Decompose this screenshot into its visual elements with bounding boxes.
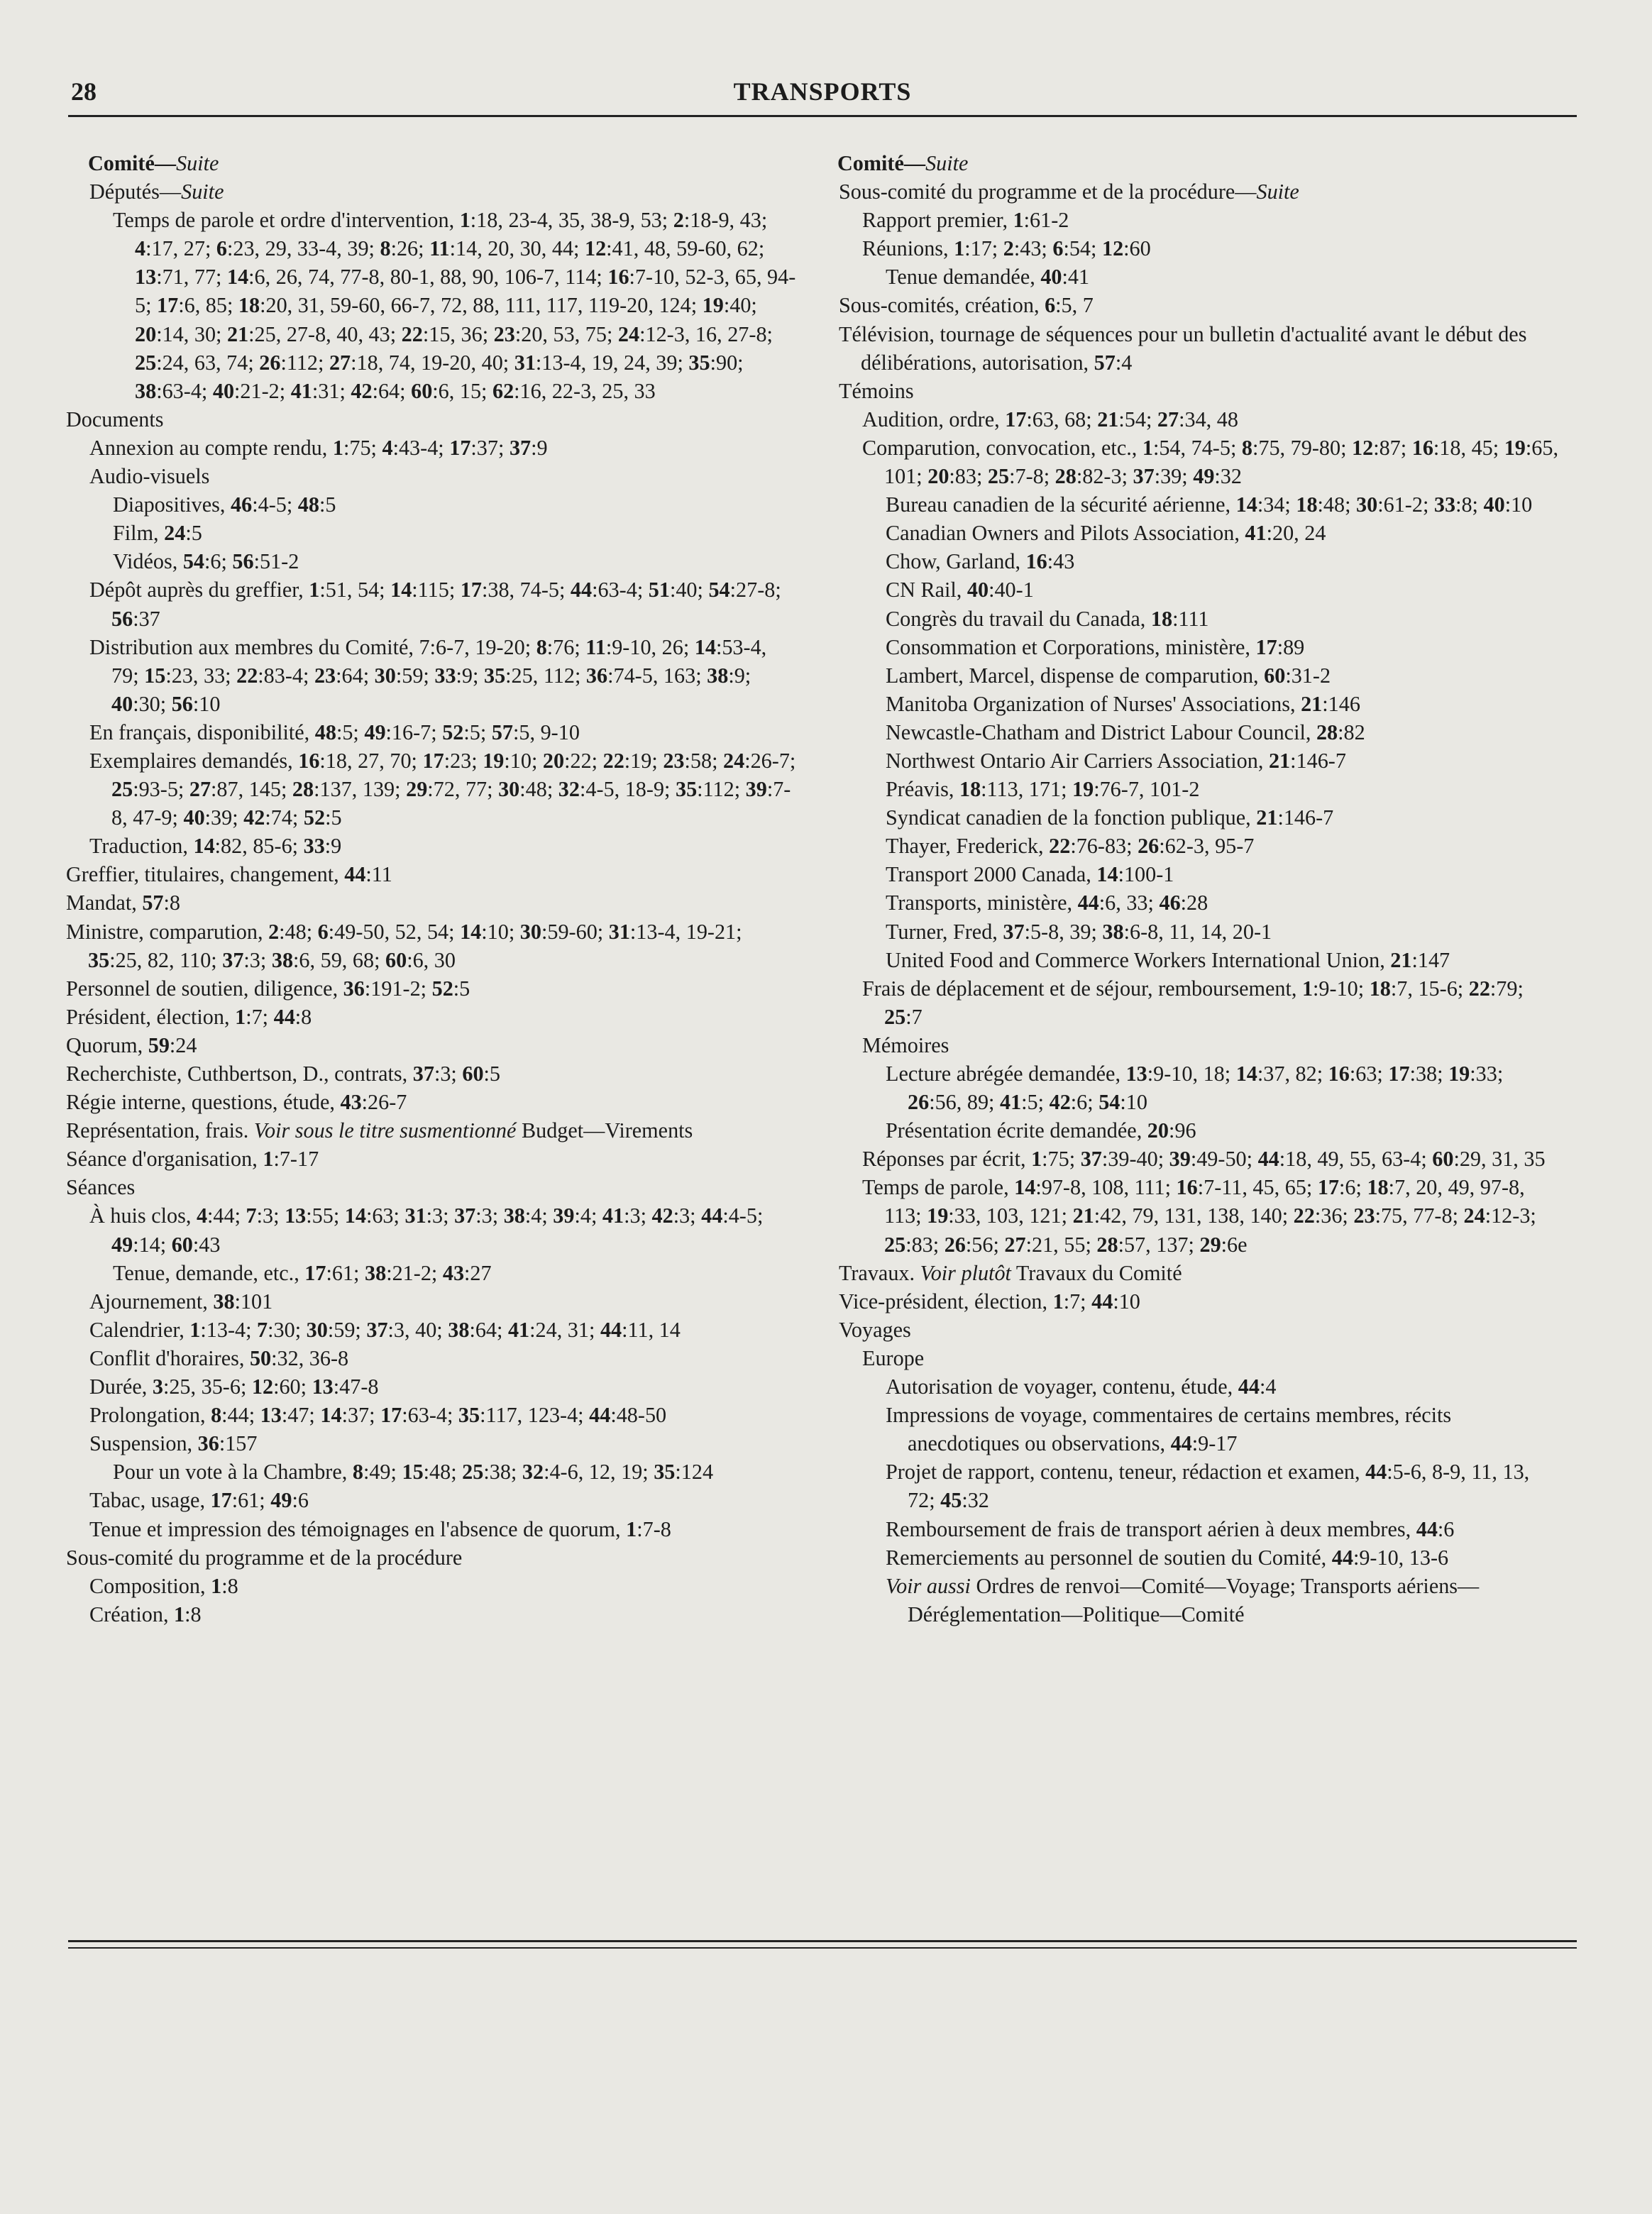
continued-heading [88,149,798,177]
index-entry: Diapositives, 46:4-5; 48:5 [113,492,336,517]
index-entry: Consommation et Corporations, ministère, 17:89 [886,634,1305,659]
index-entry: Syndicat canadien de la fonction publique, 21:146-7 [886,805,1334,830]
index-entry: Mandat, 57:8 [66,891,180,915]
footer-rule-thin [68,1947,1577,1949]
index-entry: Calendrier, 1:13-4; 7:30; 30:59; 37:3, 40; 38:64; 41:24, 31; 44:11, 14 [89,1317,681,1342]
index-entry: Représentation, frais. Voir sous le titre susmentionné Budget—Virements [66,1118,693,1143]
index-entry: Documents [66,407,164,431]
index-entry: Remerciements au personnel de soutien du Comité, 44:9-10, 13-6 [886,1545,1449,1570]
index-entry: Tenue demandée, 40:41 [886,265,1090,290]
index-entry: Distribution aux membres du Comité, 7:6-7, 19-20; 8:76; 11:9-10, 26; 14:53-4, 79; 15:23, 33; 22:83-4; 23:64; 30:59; 33:9; 35:25, 112; 36:74-5, 163; 38:9; 40:30; 56:10 [89,634,767,716]
index-entry: Vidéos, 54:6; 56:51-2 [113,549,299,574]
index-entry: Europe [862,1345,925,1370]
index-entry: Conflit d'horaires, 50:32, 36-8 [89,1345,349,1370]
index-entry: Temps de parole et ordre d'intervention, 1:18, 23-4, 35, 38-9, 53; 2:18-9, 43; 4:17, 27; 6:23, 29, 33-4, 39; 8:26; 11:14, 20, 30, 44; 12:41, 48, 59-60, 62; 13:71, 77; 14:6, 26, 74, 77-8, 80-1, 88, 90, 106-7, 114; 16:7-10, 52-3, 65, 94-5; 17:6, 85; 18:20, 31, 59-60, 66-7, 72, 88, 111, 117, 119-20, 124; 19:40; 20:14, 30; 21:25, 27-8, 40, 43; 22:15, 36; 23:20, 53, 75; 24:12-3, 16, 27-8; 25:24, 63, 74; 26:112; 27:18, 74, 19-20, 40; 31:13-4, 19, 24, 39; 35:90; 38:63-4; 40:21-2; 41:31; 42:64; 60:6, 15; 62:16, 22-3, 25, 33 [113,208,796,403]
index-entry: Sous-comités, création, 6:5, 7 [839,293,1094,318]
index-entry: Préavis, 18:113, 171; 19:76-7, 101-2 [886,777,1200,802]
index-entry: Suspension, 36:157 [89,1431,258,1456]
index-entry: Projet de rapport, contenu, teneur, rédaction et examen, 44:5-6, 8-9, 11, 13, 72; 45:32 [886,1460,1530,1513]
index-entry: Thayer, Frederick, 22:76-83; 26:62-3, 95-7 [886,834,1255,859]
index-entry: Temps de parole, 14:97-8, 108, 111; 16:7-11, 45, 65; 17:6; 18:7, 20, 49, 97-8, 113; 19:33, 103, 121; 21:42, 79, 131, 138, 140; 22:36; 23:75, 77-8; 24:12-3; 25:83; 26:56; 27:21, 55; 28:57, 137; 29:6e [862,1175,1536,1257]
index-entry: Composition, 1:8 [89,1573,238,1598]
index-entry: Durée, 3:25, 35-6; 12:60; 13:47-8 [89,1375,379,1399]
index-entry: Bureau canadien de la sécurité aérienne, 14:34; 18:48; 30:61-2; 33:8; 40:10 [886,492,1533,517]
index-entry: Comparution, convocation, etc., 1:54, 74-5; 8:75, 79-80; 12:87; 16:18, 45; 19:65, 101; 20:83; 25:7-8; 28:82-3; 37:39; 49:32 [862,435,1559,489]
heading-term: Comité— [837,151,926,175]
index-entry: Voyages [839,1317,911,1342]
header-rule [68,115,1577,117]
index-entry: Mémoires [862,1032,949,1057]
page-number: 28 [71,77,97,106]
index-entry: Vice-président, élection, 1:7; 44:10 [839,1289,1140,1313]
index-entry: Séance d'organisation, 1:7-17 [66,1147,319,1172]
index-entry: Création, 1:8 [89,1602,202,1626]
index-entry: Autorisation de voyager, contenu, étude, 44:4 [886,1375,1277,1399]
heading-suite: Suite [176,151,219,175]
index-entry: Lecture abrégée demandée, 13:9-10, 18; 14:37, 82; 16:63; 17:38; 19:33; 26:56, 89; 41:5; 42:6; 54:10 [886,1062,1504,1115]
index-entry: Recherchiste, Cuthbertson, D., contrats, 37:3; 60:5 [66,1062,501,1086]
index-entry: Députés—Suite [89,180,224,204]
index-entry: Manitoba Organization of Nurses' Associations, 21:146 [886,691,1360,716]
heading-term: Comité— [88,151,177,175]
index-entry: En français, disponibilité, 48:5; 49:16-7; 52:5; 57:5, 9-10 [89,720,580,744]
index-entry: Frais de déplacement et de séjour, remboursement, 1:9-10; 18:7, 15-6; 22:79; 25:7 [862,976,1524,1029]
index-entry: Newcastle-Chatham and District Labour Council, 28:82 [886,720,1365,744]
index-entry: Régie interne, questions, étude, 43:26-7 [66,1090,407,1115]
index-entry: Sous-comité du programme et de la procédure [66,1545,463,1570]
index-entry: Témoins [839,378,914,403]
index-entry: United Food and Commerce Workers International Union, 21:147 [886,947,1450,972]
index-entries [66,177,798,1629]
running-head: TRANSPORTS [733,77,912,106]
index-entry: Président, élection, 1:7; 44:8 [66,1004,312,1029]
heading-suite: Suite [925,151,969,175]
index-entry: Lambert, Marcel, dispense de comparution, 60:31-2 [886,663,1331,688]
index-entry: Sous-comité du programme et de la procédure—Suite [839,180,1299,204]
index-entry: Chow, Garland, 16:43 [886,549,1075,574]
index-entry: Audition, ordre, 17:63, 68; 21:54; 27:34, 48 [862,407,1238,431]
left-column [66,149,798,1629]
right-column [837,149,1561,1629]
index-entry: Ministre, comparution, 2:48; 6:49-50, 52, 54; 14:10; 30:59-60; 31:13-4, 19-21; 35:25, 82, 110; 37:3; 38:6, 59, 68; 60:6, 30 [66,919,742,972]
index-entry: Personnel de soutien, diligence, 36:191-2; 52:5 [66,976,470,1001]
index-entry: Exemplaires demandés, 16:18, 27, 70; 17:23; 19:10; 20:22; 22:19; 23:58; 24:26-7; 25:93-5; 27:87, 145; 28:137, 139; 29:72, 77; 30:48; 32:4-5, 18-9; 35:112; 39:7-8, 47-9; 40:39; 42:74; 52:5 [89,748,796,830]
index-entry: Traduction, 14:82, 85-6; 33:9 [89,834,342,859]
index-entry: Turner, Fred, 37:5-8, 39; 38:6-8, 11, 14, 20-1 [886,919,1272,944]
index-entry: Télévision, tournage de séquences pour un bulletin d'actualité avant le début des délibérations, autorisation, 57:4 [839,321,1527,375]
index-entry: Voir aussi Ordres de renvoi—Comité—Voyage; Transports aériens—Déréglementation—Politique—Comité [886,1573,1480,1626]
index-entry: Remboursement de frais de transport aérien à deux membres, 44:6 [886,1516,1455,1541]
index-entry: Ajournement, 38:101 [89,1289,273,1313]
index-entry: Tenue et impression des témoignages en l'absence de quorum, 1:7-8 [89,1516,671,1541]
index-entry: Annexion au compte rendu, 1:75; 4:43-4; 17:37; 37:9 [89,435,548,460]
index-entry: Réunions, 1:17; 2:43; 6:54; 12:60 [862,236,1151,261]
index-entry: Réponses par écrit, 1:75; 37:39-40; 39:49-50; 44:18, 49, 55, 63-4; 60:29, 31, 35 [862,1147,1546,1172]
index-entry: Tenue, demande, etc., 17:61; 38:21-2; 43:27 [113,1260,492,1285]
index-entry: Séances [66,1175,136,1200]
index-entry: Audio-visuels [89,464,210,489]
index-entry: Présentation écrite demandée, 20:96 [886,1118,1196,1143]
index-entry: Prolongation, 8:44; 13:47; 14:37; 17:63-4; 35:117, 123-4; 44:48-50 [89,1403,667,1428]
index-entry: Pour un vote à la Chambre, 8:49; 15:48; 25:38; 32:4-6, 12, 19; 35:124 [113,1460,714,1485]
index-entry: Dépôt auprès du greffier, 1:51, 54; 14:115; 17:38, 74-5; 44:63-4; 51:40; 54:27-8; 56:37 [89,578,781,631]
index-entry: Film, 24:5 [113,521,202,546]
index-entry: Impressions de voyage, commentaires de certains membres, récits anecdotiques ou observations, 44:9-17 [886,1403,1452,1456]
footer-rule [68,1940,1577,1942]
index-entry: Transports, ministère, 44:6, 33; 46:28 [886,891,1208,915]
index-entry: CN Rail, 40:40-1 [886,578,1034,602]
index-entry: Travaux. Voir plutôt Travaux du Comité [839,1260,1182,1285]
index-entry: Northwest Ontario Air Carriers Association, 21:146-7 [886,748,1346,773]
index-entry: Greffier, titulaires, changement, 44:11 [66,862,392,887]
index-entries [837,177,1561,1629]
index-entry: Congrès du travail du Canada, 18:111 [886,606,1209,631]
index-entry: Rapport premier, 1:61-2 [862,208,1069,233]
continued-heading [837,149,1561,177]
index-entry: Canadian Owners and Pilots Association, 41:20, 24 [886,521,1326,546]
index-entry: À huis clos, 4:44; 7:3; 13:55; 14:63; 31:3; 37:3; 38:4; 39:4; 41:3; 42:3; 44:4-5; 49:14; 60:43 [89,1204,764,1257]
page-header [68,77,1577,114]
index-entry: Tabac, usage, 17:61; 49:6 [89,1488,309,1513]
index-entry: Transport 2000 Canada, 14:100-1 [886,862,1174,887]
index-entry: Quorum, 59:24 [66,1032,197,1057]
